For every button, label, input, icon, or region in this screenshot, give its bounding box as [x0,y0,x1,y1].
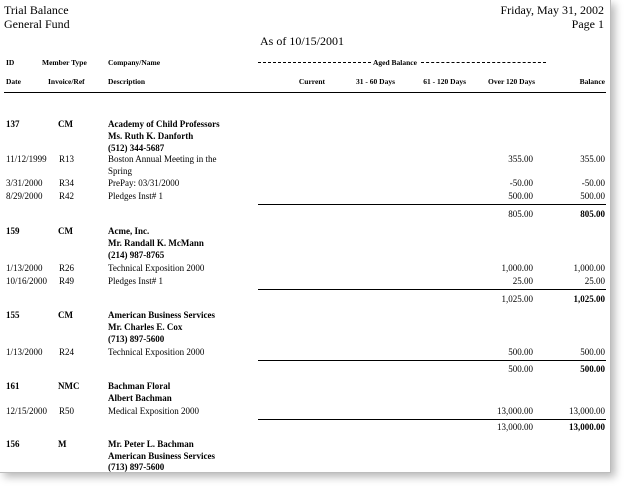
member-company: American Business Services [108,310,215,320]
header-company-name: Company/Name [108,58,161,67]
invoice-description: PrePay: 03/31/2000 [108,178,180,188]
header-rule [4,92,606,93]
aged-balance-rule-right [421,62,546,63]
invoice-ref: R13 [59,154,75,164]
subtotal-balance: 805.00 [580,209,605,219]
member-company: Academy of Child Professors [108,119,220,129]
header-invoice-ref: Invoice/Ref [48,77,85,86]
invoice-description-cont: Spring [108,166,133,176]
header-current: Current [298,77,325,86]
invoice-description: Pledges Inst# 1 [108,276,163,286]
member-type: M [58,439,67,449]
amount-over-120: -50.00 [509,178,533,188]
subtotal-over-120: 805.00 [508,209,533,219]
subtotal-rule [258,360,606,361]
member-phone: (214) 987-8765 [108,250,165,260]
header-id: ID [6,58,15,67]
member-company: Bachman Floral [108,381,171,391]
amount-over-120: 1,000.00 [501,263,533,273]
report-date: Friday, May 31, 2002 [500,3,604,17]
subtotal-rule [258,419,606,420]
invoice-date: 1/13/2000 [6,263,43,273]
invoice-description: Technical Exposition 2000 [108,347,205,357]
invoice-ref: R26 [59,263,75,273]
header-description: Description [108,77,146,86]
invoice-date: 3/31/2000 [6,178,43,188]
subtotal-balance: 500.00 [580,364,605,374]
as-of-date: As of 10/15/2001 [260,34,344,48]
header-over-120-days: Over 120 Days [488,77,535,86]
invoice-ref: R42 [59,191,75,201]
invoice-ref: R50 [59,406,75,416]
report-fund: General Fund [4,17,70,31]
amount-over-120: 355.00 [508,154,533,164]
member-contact: Mr. Charles E. Cox [108,322,183,332]
member-id: 155 [6,310,20,320]
member-phone: (512) 344-5687 [108,143,165,153]
amount-balance: 25.00 [584,276,605,286]
subtotal-balance: 1,025.00 [573,294,605,304]
amount-balance: 13,000.00 [569,406,605,416]
invoice-date: 11/12/1999 [6,154,47,164]
member-company: American Business Services [108,451,215,461]
member-id: 137 [6,119,20,129]
member-phone: (713) 897-5600 [108,334,165,344]
member-type: CM [58,226,73,236]
page-number: Page 1 [571,17,604,31]
invoice-description: Technical Exposition 2000 [108,263,205,273]
amount-balance: 500.00 [580,347,605,357]
amount-balance: 500.00 [580,191,605,201]
header-member-type: Member Type [42,58,87,67]
header-aged-balance: Aged Balance [373,58,417,67]
invoice-date: 8/29/2000 [6,191,43,201]
invoice-description: Boston Annual Meeting in the [108,154,217,164]
invoice-description: Pledges Inst# 1 [108,191,163,201]
amount-balance: 355.00 [580,154,605,164]
amount-balance: 1,000.00 [573,263,605,273]
report-title: Trial Balance [4,3,69,17]
member-contact: Albert Bachman [108,393,172,403]
invoice-ref: R49 [59,276,75,286]
subtotal-over-120: 500.00 [508,364,533,374]
amount-over-120: 25.00 [512,276,533,286]
header-date: Date [6,77,21,86]
aged-balance-rule-left [258,62,371,63]
member-id: 159 [6,226,20,236]
subtotal-rule [258,289,606,290]
member-contact: Mr. Randall K. McMann [108,238,204,248]
invoice-date: 12/15/2000 [6,406,48,416]
member-phone: (713) 897-5600 [108,462,165,472]
header-61-120-days: 61 - 120 Days [423,77,466,86]
invoice-description: Medical Exposition 2000 [108,406,199,416]
amount-over-120: 13,000.00 [497,406,533,416]
member-contact: Mr. Peter L. Bachman [108,439,194,449]
invoice-ref: R24 [59,347,75,357]
amount-over-120: 500.00 [508,347,533,357]
invoice-date: 1/13/2000 [6,347,43,357]
amount-over-120: 500.00 [508,191,533,201]
member-id: 156 [6,439,20,449]
member-id: 161 [6,381,20,391]
invoice-date: 10/16/2000 [6,276,48,286]
subtotal-balance: 13,000.00 [569,422,605,432]
subtotal-rule [258,204,606,205]
invoice-ref: R34 [59,178,75,188]
amount-balance: -50.00 [581,178,605,188]
header-31-60-days: 31 - 60 Days [356,77,395,86]
member-contact: Ms. Ruth K. Danforth [108,131,194,141]
member-company: Acme, Inc. [108,226,150,236]
header-balance: Balance [579,77,605,86]
subtotal-over-120: 13,000.00 [497,422,533,432]
member-type: CM [58,119,73,129]
subtotal-over-120: 1,025.00 [501,294,533,304]
member-type: NMC [58,381,80,391]
member-type: CM [58,310,73,320]
